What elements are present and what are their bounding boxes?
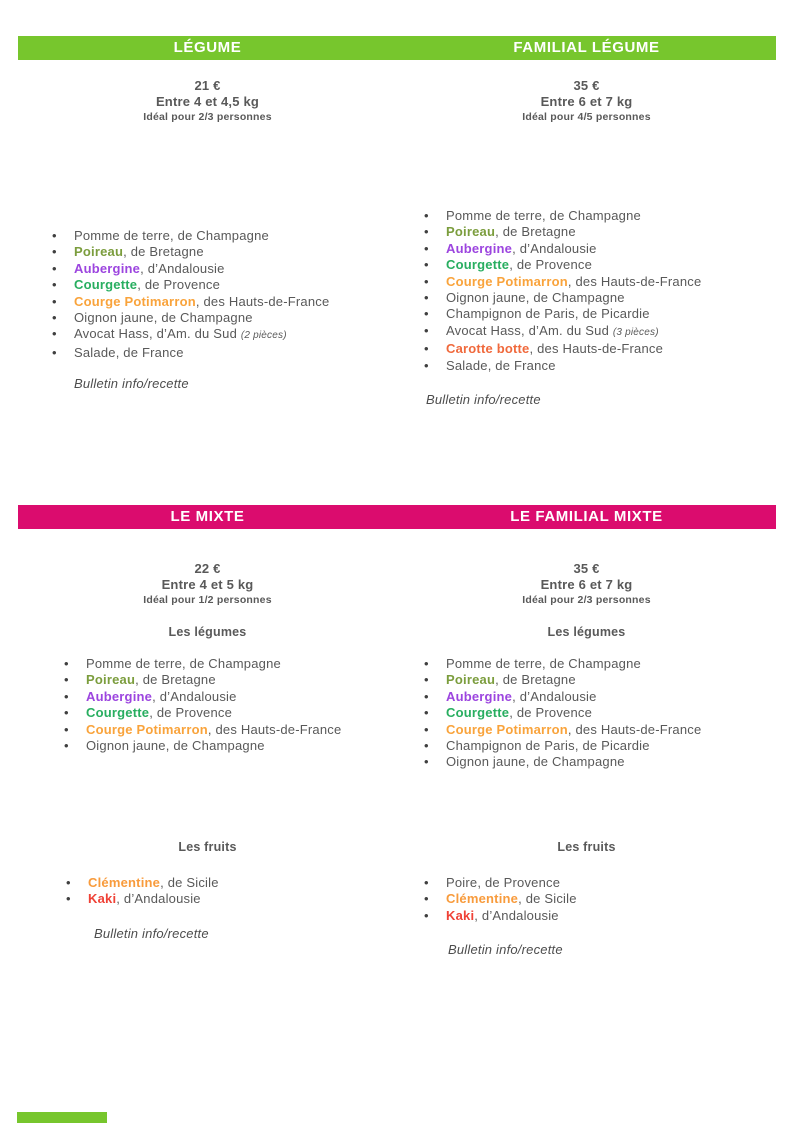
item-name: Pomme de terre	[74, 228, 171, 243]
list-item	[52, 261, 329, 277]
item-text	[446, 754, 625, 770]
item-text	[74, 310, 253, 326]
item-origin: , de France	[487, 357, 556, 373]
item-name: Aubergine	[446, 240, 513, 256]
item-name: Oignon jaune	[446, 290, 526, 306]
item-text	[74, 244, 204, 260]
item-text	[86, 738, 265, 754]
item-text	[446, 656, 641, 672]
item-origin: , d’Am. du Sud	[520, 322, 613, 338]
item-name: Aubergine	[86, 688, 153, 704]
price-mixte: 22 €	[194, 561, 221, 576]
item-text	[446, 738, 650, 754]
bullet-icon: •	[424, 224, 429, 240]
bullet-icon: •	[66, 891, 71, 907]
item-origin: , de Provence	[477, 875, 561, 890]
item-origin: , de Champagne	[153, 310, 253, 326]
item-text	[446, 224, 576, 240]
bullet-icon: •	[424, 754, 429, 770]
item-text	[446, 875, 560, 891]
bullet-icon: •	[424, 875, 429, 890]
item-name: Poireau	[86, 672, 136, 688]
item-origin: , d’Andalousie	[512, 688, 597, 704]
bullet-icon: •	[52, 260, 57, 276]
bullet-icon: •	[52, 228, 57, 243]
bullet-icon: •	[64, 705, 69, 721]
subtitle-row-legumes	[18, 625, 776, 639]
subtitle-les-legumes: Les légumes	[547, 625, 626, 639]
item-origin: , de Champagne	[170, 228, 269, 243]
item-name: Pomme de terre	[446, 656, 543, 671]
item-origin: , des Hauts-de-France	[207, 721, 342, 737]
item-text	[86, 656, 281, 672]
item-origin: , de Picardie	[574, 738, 650, 754]
price-legume: 21 €	[194, 78, 221, 93]
bullet-icon: •	[424, 322, 429, 338]
item-origin: , des Hauts-de-France	[567, 721, 702, 737]
item-origin: , de Bretagne	[495, 224, 576, 240]
list-item	[424, 738, 701, 754]
item-name: Salade	[446, 357, 488, 373]
item-origin: , des Hauts-de-France	[195, 293, 330, 309]
item-name: Pomme de terre	[446, 208, 543, 223]
item-text	[74, 326, 287, 344]
familial-legume-list	[424, 208, 701, 374]
item-origin: , de Bretagne	[135, 672, 216, 688]
item-name: Avocat Hass	[74, 326, 149, 342]
item-origin: , des Hauts-de-France	[567, 273, 702, 289]
list-item	[424, 672, 701, 688]
bullet-icon: •	[64, 688, 69, 704]
ideal-mixte: Idéal pour 1/2 personnes	[143, 594, 272, 606]
item-name: Poireau	[446, 224, 496, 240]
item-origin: , des Hauts-de-France	[529, 341, 664, 357]
item-name: Clémentine	[446, 891, 519, 907]
bulletin-note: Bulletin info/recette	[94, 926, 209, 941]
bullet-icon: •	[424, 688, 429, 704]
item-name: Courge Potimarron	[446, 721, 568, 737]
bullet-icon: •	[52, 244, 57, 260]
item-text	[74, 277, 220, 293]
item-name: Salade	[74, 344, 116, 360]
ideal-legume: Idéal pour 2/3 personnes	[143, 111, 272, 123]
item-name: Champignon de Paris	[446, 306, 575, 322]
bullet-icon: •	[424, 290, 429, 306]
item-origin: , de Champagne	[525, 754, 625, 770]
item-name: Carotte botte	[446, 341, 530, 357]
list-item	[424, 323, 701, 341]
list-item	[64, 656, 341, 672]
list-item	[424, 290, 701, 306]
list-item	[52, 244, 329, 260]
bullet-icon: •	[424, 208, 429, 223]
mixte-legumes-list	[64, 656, 341, 754]
item-origin: , d’Andalousie	[152, 688, 237, 704]
item-text	[446, 705, 592, 721]
legume-list	[52, 228, 329, 361]
weight-familial-mixte: Entre 6 et 7 kg	[540, 577, 633, 592]
list-item	[424, 875, 577, 891]
list-item	[424, 208, 701, 224]
item-name: Aubergine	[446, 688, 513, 704]
item-text	[446, 241, 597, 257]
familial-mixte-fruits-list	[424, 875, 577, 924]
item-text	[86, 722, 341, 738]
list-item	[424, 257, 701, 273]
item-text	[86, 689, 237, 705]
list-item	[424, 705, 701, 721]
bullet-icon: •	[424, 273, 429, 289]
item-origin: , d’Andalousie	[474, 907, 559, 923]
bullet-icon: •	[424, 341, 429, 357]
item-origin: , d’Am. du Sud	[148, 326, 241, 342]
bullet-icon: •	[424, 907, 429, 923]
item-note: (3 pièces)	[612, 326, 659, 338]
item-text	[74, 294, 329, 310]
item-text	[446, 274, 701, 290]
item-origin: , de Champagne	[542, 656, 641, 671]
item-origin: , de France	[115, 344, 184, 360]
subtitle-les-fruits: Les fruits	[178, 840, 237, 854]
price-block-legume	[18, 78, 397, 124]
bullet-icon: •	[52, 293, 57, 309]
item-text	[446, 689, 597, 705]
item-origin: , de Bretagne	[123, 244, 204, 260]
item-origin: , de Champagne	[525, 290, 625, 306]
ideal-familial-legume: Idéal pour 4/5 personnes	[522, 111, 651, 123]
price-row-legume	[18, 78, 776, 124]
item-name: Courgette	[86, 705, 150, 721]
item-name: Oignon jaune	[86, 738, 166, 754]
item-name: Pomme de terre	[86, 656, 183, 671]
item-name: Poireau	[74, 244, 124, 260]
price-row-mixte	[18, 561, 776, 607]
bullet-icon: •	[52, 277, 57, 293]
item-origin: , de Sicile	[518, 891, 577, 907]
item-text	[88, 875, 219, 891]
list-item	[64, 738, 341, 754]
list-item	[66, 875, 219, 891]
item-text	[446, 672, 576, 688]
item-name: Clémentine	[88, 875, 161, 890]
list-item	[66, 891, 219, 907]
item-name: Courge Potimarron	[86, 721, 208, 737]
item-text	[88, 891, 201, 907]
list-item	[424, 358, 701, 374]
list-item	[424, 754, 701, 770]
item-text	[74, 261, 225, 277]
item-origin: , de Provence	[509, 257, 593, 273]
item-name: Aubergine	[74, 260, 141, 276]
item-text	[446, 891, 577, 907]
list-item	[52, 228, 329, 244]
item-text	[446, 722, 701, 738]
item-text	[446, 257, 592, 273]
item-origin: , de Sicile	[160, 875, 219, 890]
list-item	[424, 656, 701, 672]
price-familial-mixte: 35 €	[573, 561, 600, 576]
bullet-icon: •	[424, 240, 429, 256]
list-item	[52, 326, 329, 344]
bullet-icon: •	[52, 326, 57, 342]
item-origin: , de Picardie	[574, 306, 650, 322]
list-item	[52, 277, 329, 293]
weight-mixte: Entre 4 et 5 kg	[161, 577, 254, 592]
item-text	[74, 228, 269, 244]
item-name: Poire	[446, 875, 478, 890]
subtitle-les-fruits: Les fruits	[557, 840, 616, 854]
header-le-mixte: LE MIXTE	[170, 508, 245, 525]
list-item	[424, 224, 701, 240]
item-origin: , d’Andalousie	[140, 260, 225, 276]
item-text	[446, 208, 641, 224]
item-origin: , de Champagne	[542, 208, 641, 223]
item-origin: , de Bretagne	[495, 672, 576, 688]
price-familial-legume: 35 €	[573, 78, 600, 93]
bullet-icon: •	[424, 705, 429, 721]
subtitle-row-fruits	[18, 840, 776, 854]
list-item	[424, 274, 701, 290]
item-origin: , d’Andalousie	[512, 240, 597, 256]
list-item	[424, 908, 577, 924]
item-name: Oignon jaune	[446, 754, 526, 770]
list-item	[424, 241, 701, 257]
bullet-icon: •	[64, 672, 69, 688]
item-text	[446, 341, 663, 357]
bulletin-note: Bulletin info/recette	[426, 392, 541, 407]
list-item	[424, 306, 701, 322]
bullet-icon: •	[424, 257, 429, 273]
item-name: Kaki	[88, 891, 117, 907]
item-name: Courgette	[74, 277, 138, 293]
bullet-icon: •	[52, 310, 57, 326]
list-item	[424, 722, 701, 738]
bullet-icon: •	[64, 738, 69, 754]
item-text	[86, 705, 232, 721]
mixte-fruits-list	[66, 875, 219, 908]
item-text	[86, 672, 216, 688]
list-item	[52, 294, 329, 310]
item-text	[446, 306, 650, 322]
list-item	[52, 345, 329, 361]
item-text	[446, 908, 559, 924]
list-item	[64, 722, 341, 738]
list-item	[64, 705, 341, 721]
item-origin: , de Provence	[509, 705, 593, 721]
item-origin: , de Provence	[137, 277, 221, 293]
list-item	[424, 891, 577, 907]
item-origin: , de Provence	[149, 705, 233, 721]
list-item	[424, 689, 701, 705]
list-item	[64, 689, 341, 705]
item-name: Courge Potimarron	[74, 293, 196, 309]
item-name: Courgette	[446, 257, 510, 273]
bulletin-note: Bulletin info/recette	[448, 942, 563, 957]
ideal-familial-mixte: Idéal pour 2/3 personnes	[522, 594, 651, 606]
price-block-mixte	[18, 561, 397, 607]
header-bar-legume	[18, 36, 776, 60]
item-text	[74, 345, 184, 361]
price-block-familial-legume	[397, 78, 776, 124]
bullet-icon: •	[424, 721, 429, 737]
item-name: Poireau	[446, 672, 496, 688]
header-familial-legume: FAMILIAL LÉGUME	[513, 39, 660, 56]
bullet-icon: •	[424, 357, 429, 373]
list-item	[424, 341, 701, 357]
item-name: Champignon de Paris	[446, 738, 575, 754]
familial-mixte-legumes-list	[424, 656, 701, 771]
item-origin: , d’Andalousie	[116, 891, 201, 907]
header-legume: LÉGUME	[173, 39, 242, 56]
item-name: Courge Potimarron	[446, 273, 568, 289]
bullet-icon: •	[424, 672, 429, 688]
header-bar-mixte	[18, 505, 776, 529]
item-origin: , de Champagne	[165, 738, 265, 754]
weight-legume: Entre 4 et 4,5 kg	[155, 94, 260, 109]
bullet-icon: •	[424, 656, 429, 671]
item-text	[446, 323, 659, 341]
item-note: (2 pièces)	[240, 330, 287, 342]
item-name: Avocat Hass	[446, 322, 521, 338]
item-name: Oignon jaune	[74, 310, 154, 326]
item-name: Courgette	[446, 705, 510, 721]
list-item	[64, 672, 341, 688]
bullet-icon: •	[52, 344, 57, 360]
bullet-icon: •	[424, 738, 429, 754]
list-item	[52, 310, 329, 326]
bullet-icon: •	[424, 891, 429, 907]
bullet-icon: •	[424, 306, 429, 322]
weight-familial-legume: Entre 6 et 7 kg	[540, 94, 633, 109]
page-break-partial-bar	[17, 1112, 107, 1123]
item-name: Kaki	[446, 907, 475, 923]
item-text	[446, 290, 625, 306]
item-text	[446, 358, 556, 374]
price-block-familial-mixte	[397, 561, 776, 607]
subtitle-les-legumes: Les légumes	[168, 625, 247, 639]
item-origin: , de Champagne	[182, 656, 281, 671]
bullet-icon: •	[64, 656, 69, 671]
header-le-familial-mixte: LE FAMILIAL MIXTE	[510, 508, 663, 525]
bullet-icon: •	[66, 875, 71, 890]
bullet-icon: •	[64, 721, 69, 737]
bulletin-note: Bulletin info/recette	[74, 376, 189, 391]
